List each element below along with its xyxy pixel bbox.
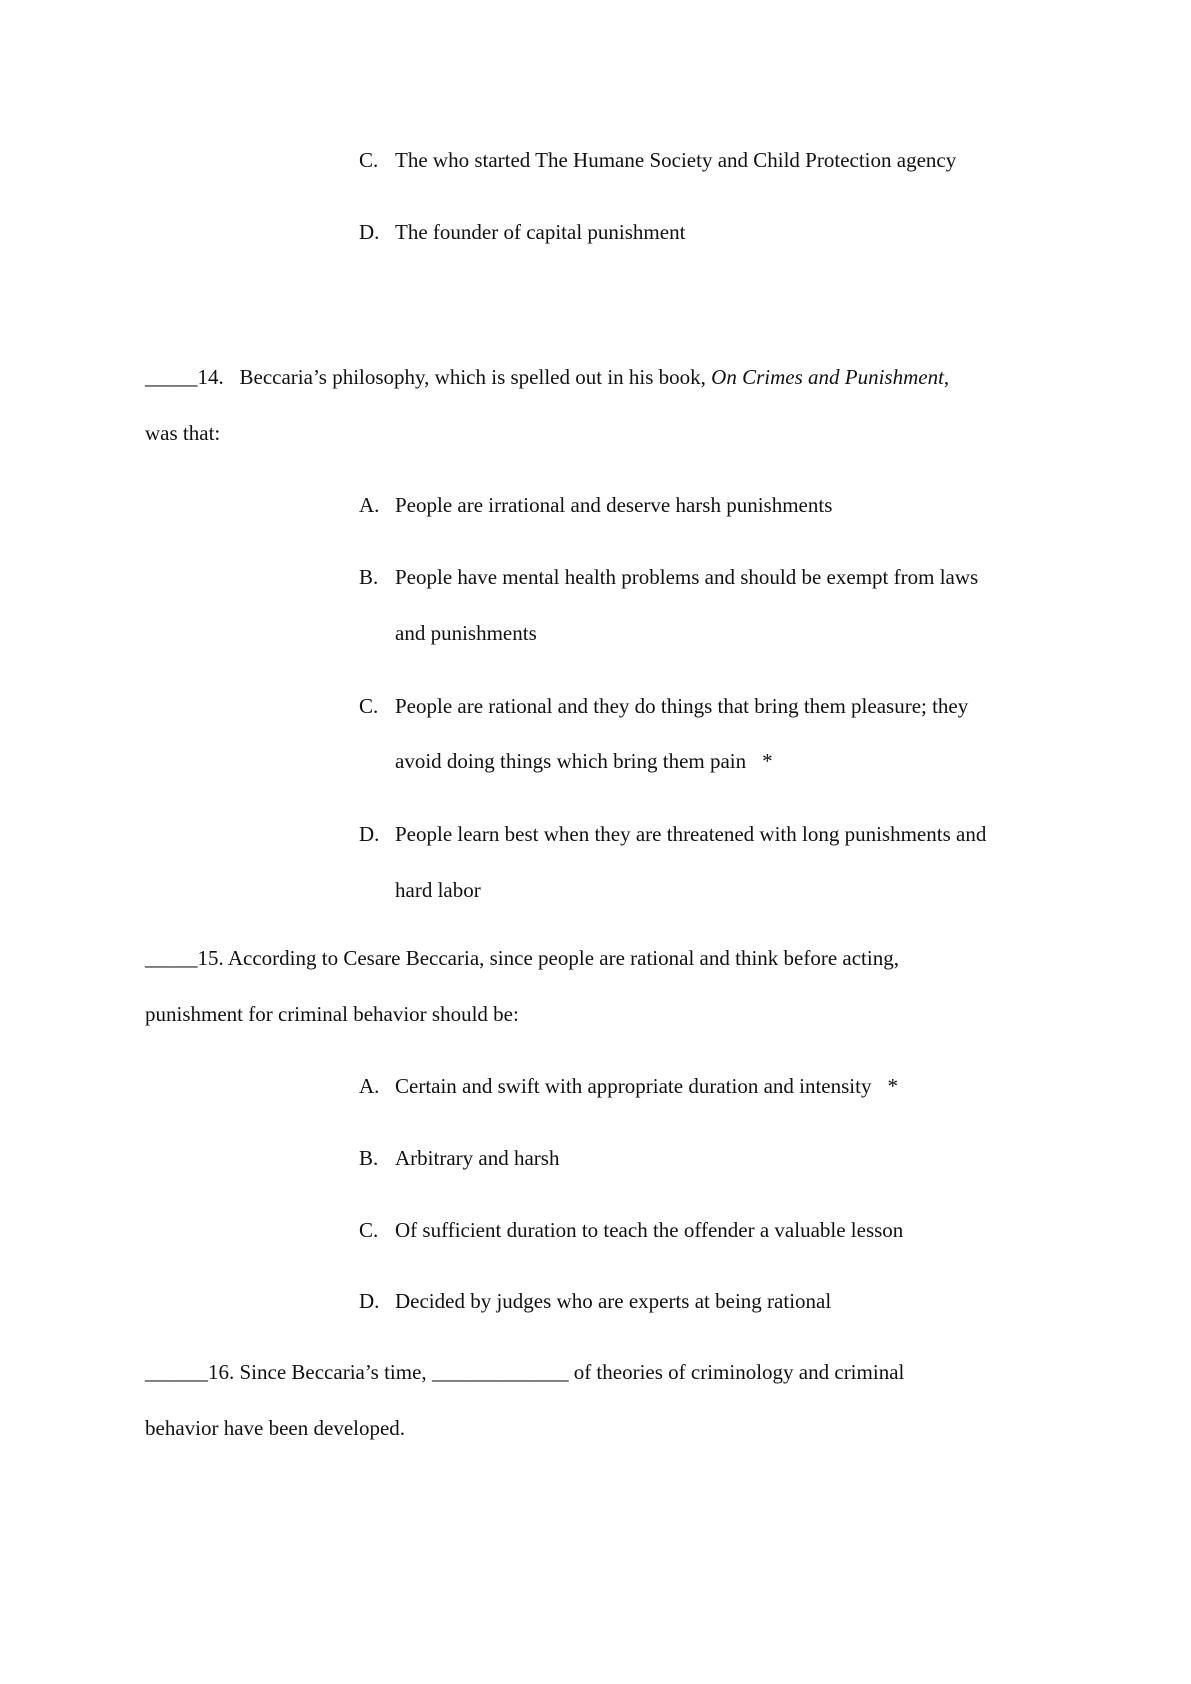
question-number: 16. — [208, 1360, 235, 1384]
option-text: People are irrational and deserve harsh punishments — [395, 493, 833, 517]
option-text: Certain and swift with appropriate duration and intensity — [395, 1074, 872, 1098]
option-text: Arbitrary and harsh — [395, 1146, 560, 1170]
q16-stem — [145, 1359, 904, 1385]
option-text: Decided by judges who are experts at being rational — [395, 1289, 832, 1313]
q14-option-a — [359, 492, 832, 518]
inline-blank: _____________ — [431, 1360, 569, 1384]
correct-answer-mark: * — [887, 1074, 898, 1098]
answer-blank: ______ — [145, 1360, 208, 1384]
question-text: Since Beccaria’s time, — [239, 1360, 427, 1384]
question-number: 14. — [197, 365, 224, 389]
option-text: Of sufficient duration to teach the offender a valuable lesson — [395, 1218, 904, 1242]
question-text-tail: , — [943, 365, 950, 389]
question-text: According to Cesare Beccaria, since people are rational and think before acting, — [227, 946, 899, 970]
option-letter: D. — [359, 822, 380, 846]
option-letter: C. — [359, 1218, 379, 1242]
option-text: The founder of capital punishment — [395, 220, 686, 244]
q14-option-b — [359, 564, 978, 590]
q13-option-d — [359, 219, 685, 245]
question-number: 15. — [197, 946, 224, 970]
option-letter: D. — [359, 1289, 380, 1313]
q14-option-d-cont: hard labor — [395, 878, 481, 902]
q15-option-b — [359, 1145, 559, 1171]
option-letter: A. — [359, 1074, 380, 1098]
option-letter: C. — [359, 694, 379, 718]
q15-option-c — [359, 1217, 903, 1243]
option-letter: B. — [359, 565, 379, 589]
option-letter: A. — [359, 493, 380, 517]
option-letter: B. — [359, 1146, 379, 1170]
answer-blank: _____ — [145, 946, 198, 970]
question-text-tail: of theories of criminology and criminal — [573, 1360, 905, 1384]
q14-stem — [145, 364, 949, 390]
q15-option-d — [359, 1288, 831, 1314]
option-text: avoid doing things which bring them pain — [395, 749, 747, 773]
q14-option-c — [359, 693, 968, 719]
q13-option-c — [359, 147, 956, 173]
answer-blank: _____ — [145, 365, 198, 389]
q14-option-c-cont — [395, 748, 773, 774]
option-letter: C. — [359, 148, 379, 172]
q16-stem-line2: behavior have been developed. — [145, 1416, 406, 1440]
q14-option-b-cont: and punishments — [395, 621, 537, 645]
option-letter: D. — [359, 220, 380, 244]
q14-option-d — [359, 821, 986, 847]
q15-stem — [145, 945, 899, 971]
option-text: People are rational and they do things that bring them pleasure; they — [395, 694, 969, 718]
q14-stem-line2: was that: — [145, 421, 221, 445]
option-text: The who started The Humane Society and Child Protection agency — [395, 148, 957, 172]
q15-stem-line2: punishment for criminal behavior should be: — [145, 1002, 519, 1026]
correct-answer-mark: * — [762, 749, 773, 773]
option-text: People have mental health problems and should be exempt from laws — [395, 565, 979, 589]
question-text: Beccaria’s philosophy, which is spelled out in his book, — [239, 365, 706, 389]
q15-option-a — [359, 1073, 898, 1099]
option-text: People learn best when they are threatened with long punishments and — [395, 822, 987, 846]
book-title: On Crimes and Punishment — [711, 365, 944, 389]
